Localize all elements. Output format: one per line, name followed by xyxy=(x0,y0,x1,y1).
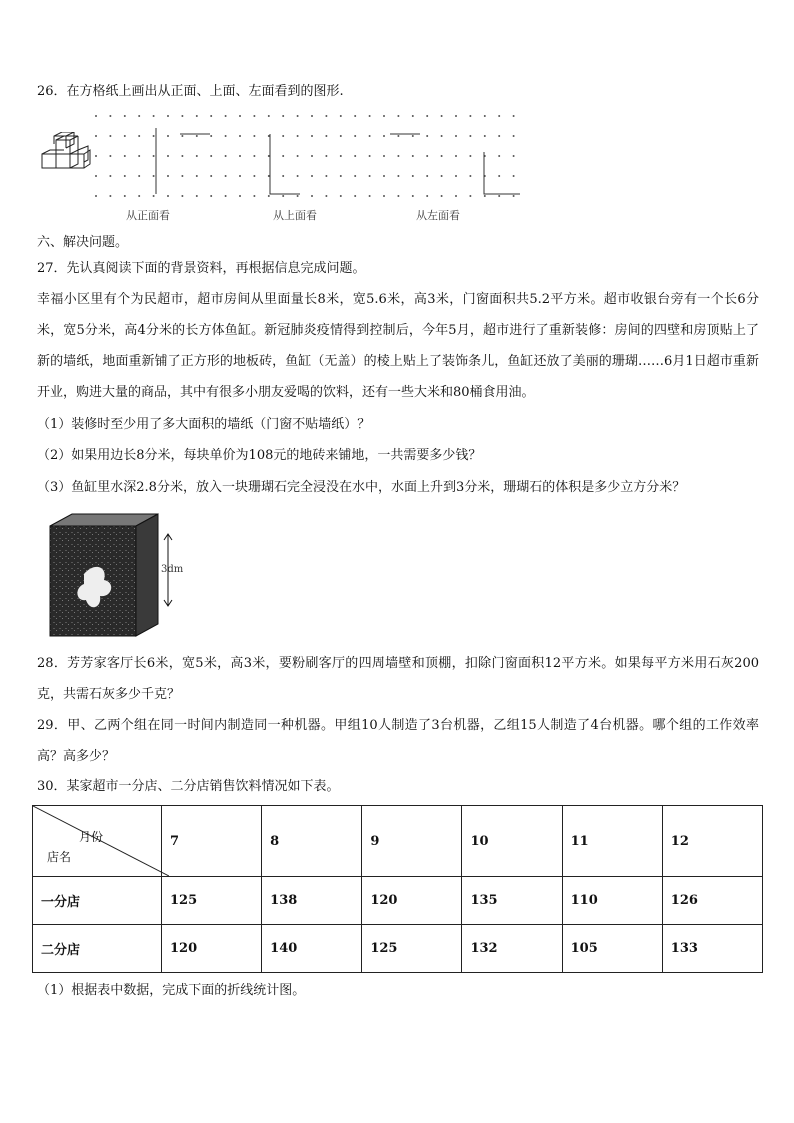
month-cell: 10 xyxy=(462,806,562,877)
grid-dot xyxy=(225,155,227,157)
grid-dot xyxy=(95,195,97,197)
grid-dot xyxy=(513,135,515,137)
value-cell: 135 xyxy=(462,877,562,925)
month-cell: 11 xyxy=(562,806,662,877)
caption-top: 从上面看 xyxy=(273,209,317,222)
grid-dot xyxy=(369,115,371,117)
grid-dot xyxy=(513,175,515,177)
grid-dot xyxy=(109,175,111,177)
q27-background: 幸福小区里有个为民超市，超市房间从里面量长8米，宽5.6米，高3米，门窗面积共5.2平方米。超市收银台旁有一个长6分米，宽5分米，高4分米的长方体鱼缸。新冠肺炎疫情得到控制后，今年5月，超市进行了重新装修：房间的四壁和房顶贴上了新的墙纸，地面重新铺了正方形的地板砖，鱼缸（无盖）的棱上贴上了装饰条儿，鱼缸还放了美丽的珊瑚……6月1日超市重新开业，购进大量的商品，其中有很多小朋友爱喝的饮料，还有一些大米和80桶食用油。 xyxy=(37,292,759,400)
caption-left: 从左面看 xyxy=(416,209,460,222)
grid-dot xyxy=(268,115,270,117)
grid-dot xyxy=(282,195,284,197)
grid-dot xyxy=(109,135,111,137)
q27-title: 27．先认真阅读下面的背景资料，再根据信息完成问题。 xyxy=(37,261,366,276)
grid-dot xyxy=(225,175,227,177)
grid-dot xyxy=(369,155,371,157)
grid-dot xyxy=(138,155,140,157)
grid-dot xyxy=(109,115,111,117)
q28-text: 28．芳芳家客厅长6米，宽5米，高3米，要粉刷客厅的四周墙壁和顶棚，扣除门窗面积12平方米。如果每平方米用石灰200克，共需石灰多少千克？ xyxy=(37,656,759,702)
grid-dot xyxy=(181,195,183,197)
value-cell: 105 xyxy=(562,925,662,973)
grid-dot xyxy=(167,175,169,177)
fish-tank-figure xyxy=(46,512,196,640)
value-cell: 120 xyxy=(162,925,262,973)
grid-dot xyxy=(282,175,284,177)
grid-dot xyxy=(210,195,212,197)
grid-dot xyxy=(426,115,428,117)
grid-dot xyxy=(412,155,414,157)
value-cell: 120 xyxy=(362,877,462,925)
grid-dot xyxy=(455,115,457,117)
grid-dot xyxy=(181,135,183,137)
grid-dot xyxy=(167,155,169,157)
grid-dot xyxy=(210,175,212,177)
grid-dot xyxy=(469,115,471,117)
grid-dot xyxy=(268,195,270,197)
grid-dot xyxy=(325,115,327,117)
grid-dot xyxy=(484,195,486,197)
grid-dot xyxy=(340,115,342,117)
grid-dot xyxy=(383,175,385,177)
grid-dot xyxy=(412,195,414,197)
grid-dot xyxy=(498,195,500,197)
grid-dot xyxy=(225,135,227,137)
grid-dot xyxy=(441,115,443,117)
grid-dot xyxy=(369,135,371,137)
grid-dot xyxy=(181,115,183,117)
grid-dot xyxy=(513,155,515,157)
grid-dot xyxy=(397,175,399,177)
grid-dot xyxy=(210,155,212,157)
grid-dot xyxy=(196,135,198,137)
grid-dot xyxy=(124,135,126,137)
grid-dot xyxy=(196,175,198,177)
q29-text: 29．甲、乙两个组在同一时间内制造同一种机器。甲组10人制造了3台机器，乙组15人制造了4台机器。哪个组的工作效率高？高多少？ xyxy=(37,718,759,764)
grid-dot xyxy=(124,155,126,157)
grid-dot xyxy=(153,115,155,117)
grid-dot xyxy=(153,155,155,157)
grid-dot xyxy=(513,195,515,197)
cube-figure xyxy=(40,132,92,172)
grid-dot xyxy=(167,195,169,197)
grid-dot xyxy=(455,195,457,197)
grid-dot xyxy=(311,155,313,157)
grid-dot xyxy=(325,155,327,157)
grid-dot xyxy=(239,155,241,157)
value-cell: 126 xyxy=(662,877,762,925)
grid-dot xyxy=(325,195,327,197)
grid-dot xyxy=(297,115,299,117)
grid-dot xyxy=(109,155,111,157)
grid-dot xyxy=(138,195,140,197)
grid-dot xyxy=(455,175,457,177)
section-heading: 六、解决问题。 xyxy=(37,235,129,250)
grid-dot xyxy=(253,175,255,177)
grid-dot xyxy=(181,155,183,157)
grid-dot xyxy=(455,135,457,137)
grid-dot xyxy=(325,175,327,177)
header-store-label: 店名 xyxy=(47,850,72,864)
value-cell: 133 xyxy=(662,925,762,973)
grid-dot xyxy=(210,115,212,117)
grid-dot xyxy=(354,195,356,197)
grid-dot xyxy=(354,135,356,137)
grid-dot xyxy=(210,135,212,137)
grid-dot xyxy=(109,195,111,197)
dot-grid xyxy=(90,110,530,202)
grid-dot xyxy=(95,155,97,157)
grid-dot xyxy=(325,135,327,137)
grid-dot xyxy=(354,115,356,117)
value-cell: 138 xyxy=(262,877,362,925)
grid-dot xyxy=(340,195,342,197)
grid-dot xyxy=(124,115,126,117)
grid-dot xyxy=(426,175,428,177)
grid-dot xyxy=(138,175,140,177)
grid-dot xyxy=(397,135,399,137)
grid-dot xyxy=(153,135,155,137)
store-name-cell: 一分店 xyxy=(33,877,162,925)
grid-dot xyxy=(311,175,313,177)
grid-dot xyxy=(297,135,299,137)
grid-dot xyxy=(412,135,414,137)
grid-dot xyxy=(124,175,126,177)
q27-sub1: （1）装修时至少用了多大面积的墙纸（门窗不贴墙纸）？ xyxy=(37,417,371,432)
grid-dot xyxy=(239,195,241,197)
store-name-cell: 二分店 xyxy=(33,925,162,973)
grid-dot xyxy=(167,115,169,117)
q27-sub3: （3）鱼缸里水深2.8分米，放入一块珊瑚石完全浸没在水中，水面上升到3分米，珊瑚石的体积是多少立方分米？ xyxy=(37,480,686,495)
table-corner-cell xyxy=(33,806,162,877)
grid-dot xyxy=(225,115,227,117)
table-header-row xyxy=(33,806,763,877)
grid-dot xyxy=(297,175,299,177)
grid-dot xyxy=(397,115,399,117)
grid-dot xyxy=(369,195,371,197)
value-cell: 132 xyxy=(462,925,562,973)
grid-dot xyxy=(469,135,471,137)
caption-front: 从正面看 xyxy=(126,209,170,222)
grid-dot xyxy=(95,135,97,137)
grid-dot xyxy=(253,195,255,197)
q27-sub2: （2）如果用边长8分米，每块单价为108元的地砖来铺地，一共需要多少钱？ xyxy=(37,448,482,463)
grid-dot xyxy=(253,115,255,117)
grid-dot xyxy=(412,115,414,117)
grid-dot xyxy=(253,155,255,157)
grid-dot xyxy=(397,155,399,157)
grid-dot xyxy=(383,115,385,117)
grid-dot xyxy=(297,155,299,157)
grid-dot xyxy=(498,115,500,117)
grid-dot xyxy=(441,135,443,137)
grid-dot xyxy=(167,135,169,137)
grid-dot xyxy=(282,135,284,137)
grid-dot xyxy=(383,195,385,197)
month-cell: 7 xyxy=(162,806,262,877)
grid-dot xyxy=(426,155,428,157)
value-cell: 125 xyxy=(362,925,462,973)
grid-dot xyxy=(196,115,198,117)
sales-table xyxy=(32,805,763,973)
q30-title: 30．某家超市一分店、二分店销售饮料情况如下表。 xyxy=(37,779,340,794)
header-month-label: 月份 xyxy=(78,830,103,844)
grid-dot xyxy=(498,175,500,177)
grid-dot xyxy=(484,135,486,137)
grid-dot xyxy=(354,175,356,177)
table-row xyxy=(33,925,763,973)
grid-dot xyxy=(484,115,486,117)
grid-dot xyxy=(469,155,471,157)
value-cell: 110 xyxy=(562,877,662,925)
grid-dot xyxy=(225,195,227,197)
grid-dot xyxy=(311,115,313,117)
grid-dot xyxy=(340,155,342,157)
grid-dot xyxy=(297,195,299,197)
grid-dot xyxy=(469,195,471,197)
grid-dot xyxy=(369,175,371,177)
month-cell: 8 xyxy=(262,806,362,877)
grid-dot xyxy=(239,175,241,177)
grid-dot xyxy=(95,115,97,117)
q30-sub1: （1）根据表中数据，完成下面的折线统计图。 xyxy=(37,983,306,998)
grid-dot xyxy=(196,155,198,157)
grid-dot xyxy=(282,115,284,117)
grid-dot xyxy=(441,155,443,157)
month-cell: 12 xyxy=(662,806,762,877)
grid-dot xyxy=(469,175,471,177)
grid-dot xyxy=(383,135,385,137)
grid-dot xyxy=(455,155,457,157)
grid-dot xyxy=(153,195,155,197)
grid-dot xyxy=(513,115,515,117)
grid-dot xyxy=(253,135,255,137)
grid-dot xyxy=(124,195,126,197)
grid-dot xyxy=(441,195,443,197)
grid-dot xyxy=(282,155,284,157)
grid-dot xyxy=(383,155,385,157)
grid-dot xyxy=(196,195,198,197)
grid-dot xyxy=(354,155,356,157)
grid-dot xyxy=(441,175,443,177)
grid-dot xyxy=(311,135,313,137)
q26-text: 26．在方格纸上画出从正面、上面、左面看到的图形. xyxy=(37,84,344,99)
table-row xyxy=(33,877,763,925)
grid-dot xyxy=(311,195,313,197)
grid-dot xyxy=(426,135,428,137)
grid-dot xyxy=(95,175,97,177)
grid-dot xyxy=(340,175,342,177)
grid-dot xyxy=(239,135,241,137)
value-cell: 125 xyxy=(162,877,262,925)
grid-dot xyxy=(397,195,399,197)
month-cell: 9 xyxy=(362,806,462,877)
grid-dot xyxy=(498,155,500,157)
value-cell: 140 xyxy=(262,925,362,973)
grid-dot xyxy=(153,175,155,177)
grid-dot xyxy=(138,135,140,137)
tank-height-label: 3dm xyxy=(161,564,184,575)
grid-dot xyxy=(239,115,241,117)
grid-dot xyxy=(426,195,428,197)
grid-dot xyxy=(412,175,414,177)
grid-dot xyxy=(340,135,342,137)
grid-dot xyxy=(181,175,183,177)
grid-dot xyxy=(498,135,500,137)
grid-dot xyxy=(138,115,140,117)
